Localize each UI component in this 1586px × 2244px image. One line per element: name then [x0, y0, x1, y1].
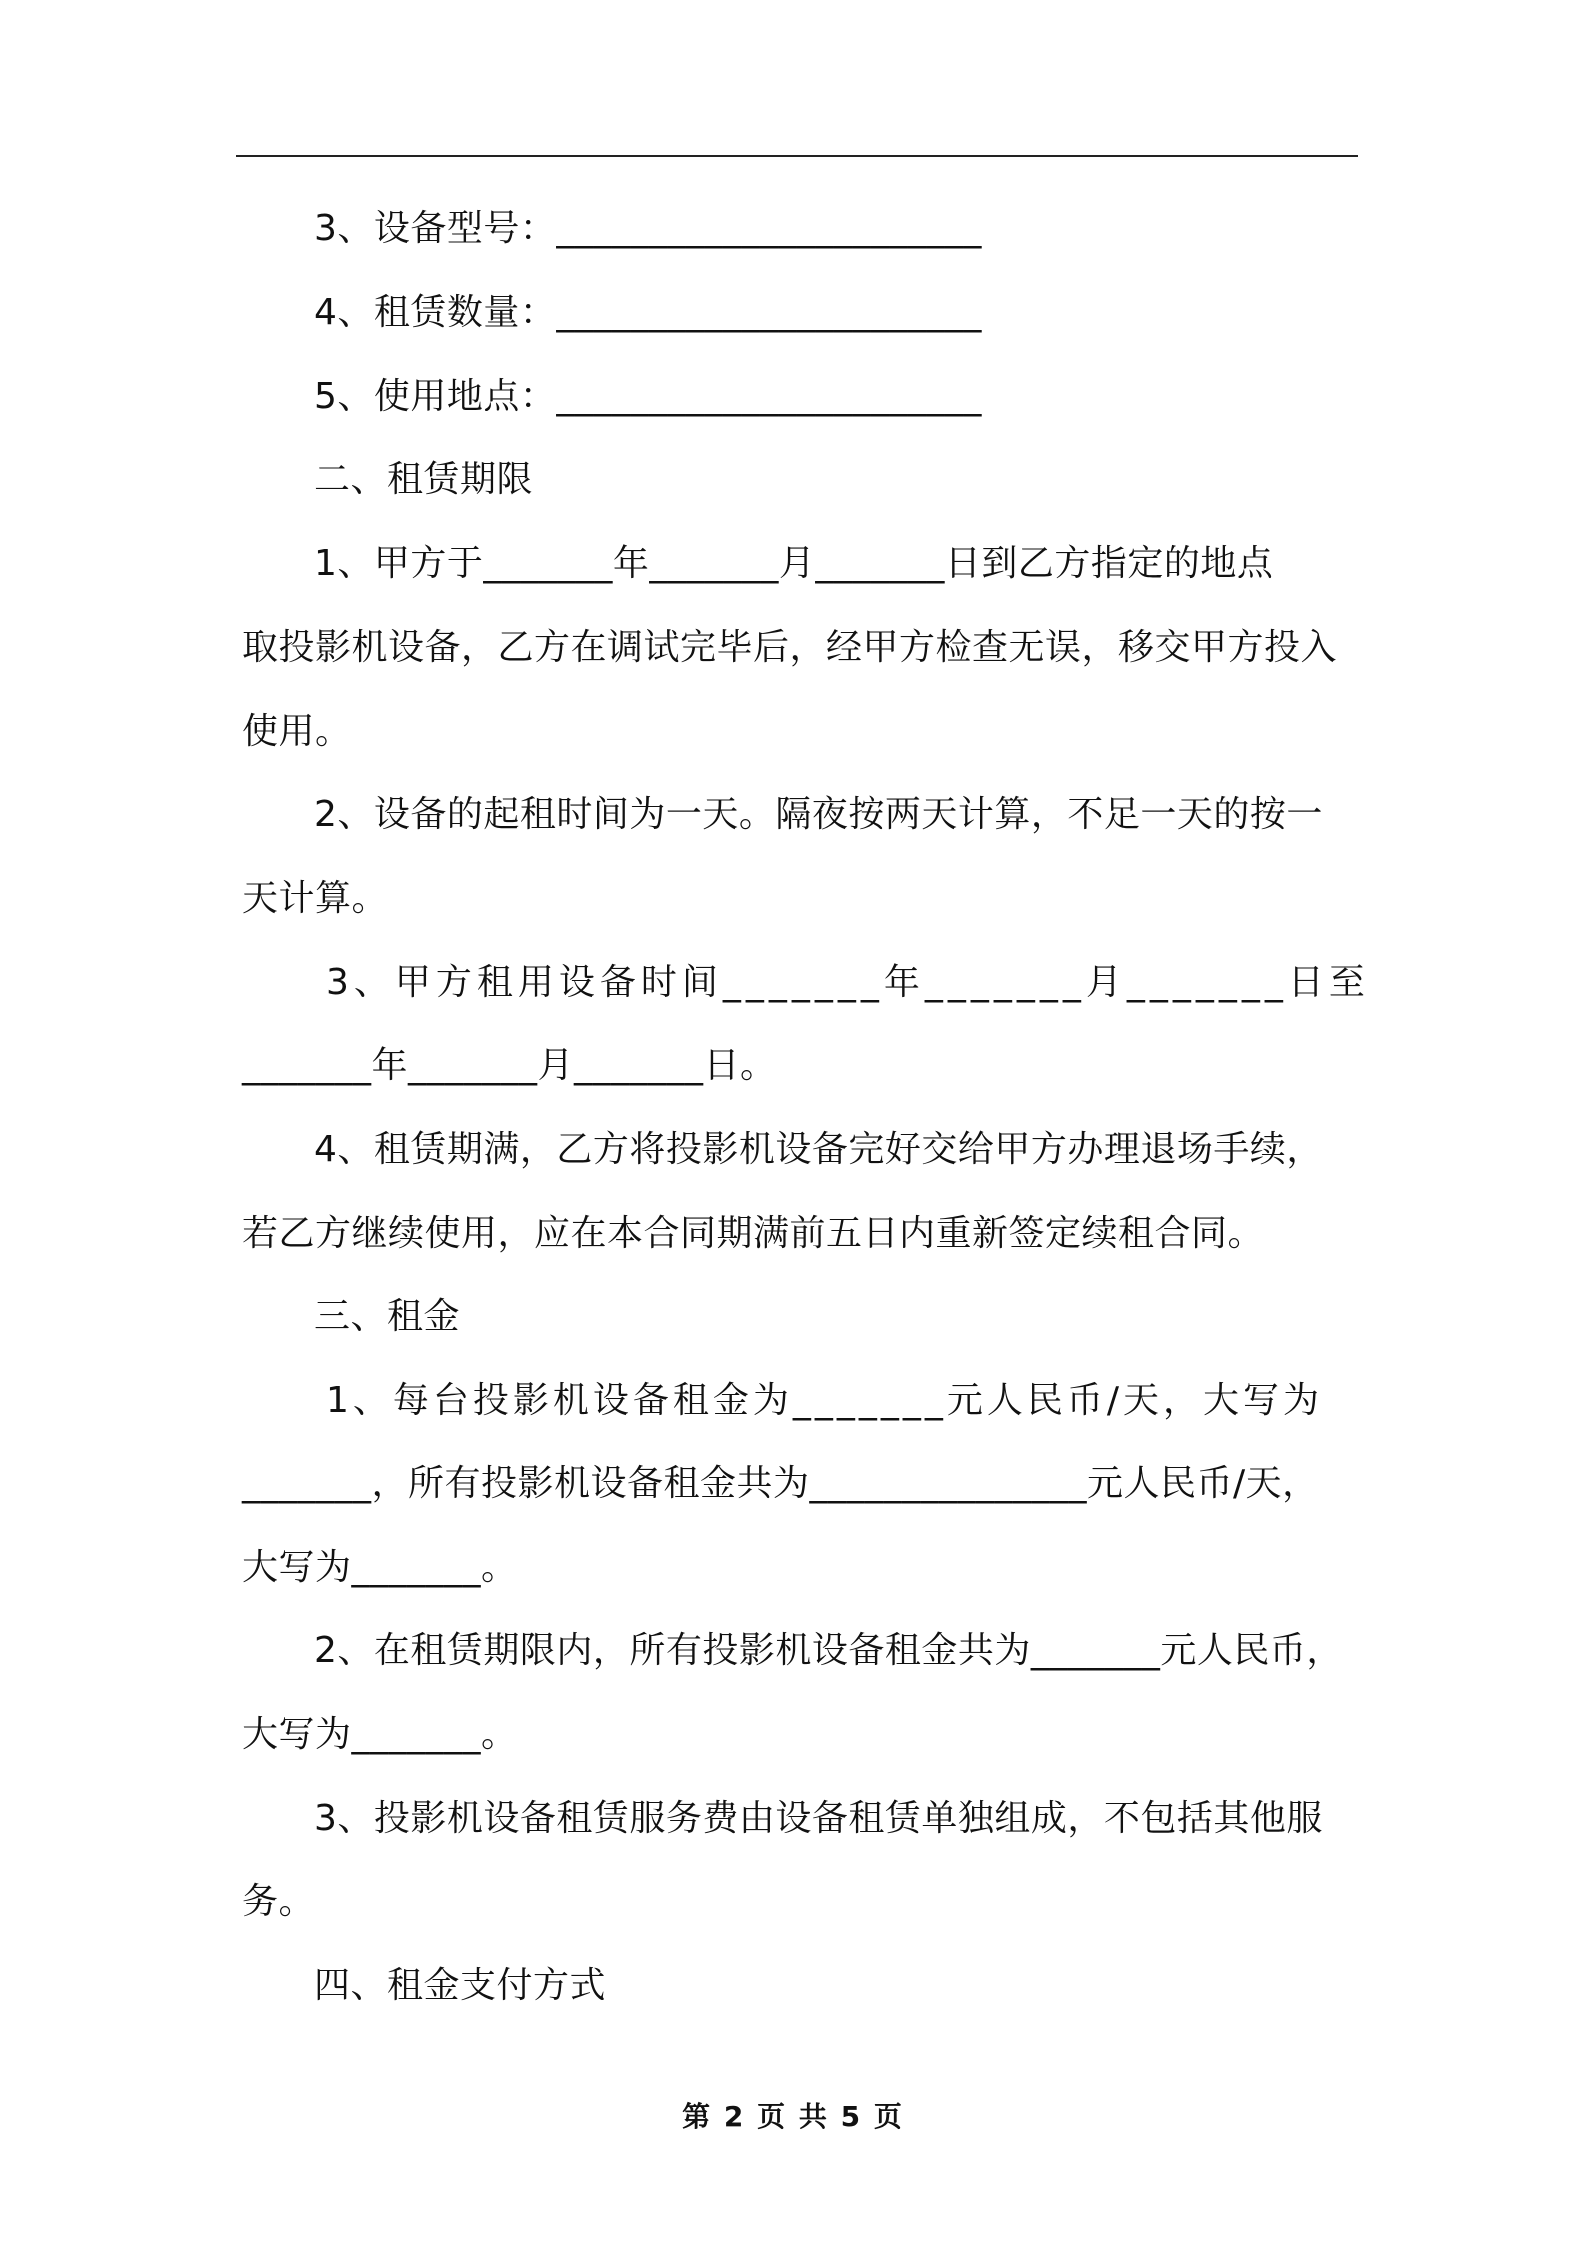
rent-clause-2-line-1: 2、在租赁期限内，所有投影机设备租金共为_______元人民币，: [314, 1630, 1343, 1671]
rent-clause-1-line-1: 1、每台投影机设备租金为_______元人民币/天，大写为: [326, 1380, 1324, 1421]
rent-clause-3-line-1: 3、投影机设备租赁服务费由设备租赁单独组成，不包括其他服: [314, 1798, 1323, 1839]
term-clause-1-line-2: 取投影机设备，乙方在调试完毕后，经甲方检查无误，移交甲方投入: [242, 627, 1338, 668]
page-number-footer: 第 2 页 共 5 页: [682, 2100, 904, 2133]
term-clause-2-line-2: 天计算。: [242, 878, 389, 919]
rent-clause-3-line-2: 务。: [242, 1881, 316, 1922]
term-clause-2-line-1: 2、设备的起租时间为一天。隔夜按两天计算，不足一天的按一: [314, 794, 1323, 835]
rent-clause-1-line-2: _______，所有投影机设备租金共为_______________元人民币/天，: [242, 1463, 1319, 1504]
rent-clause-1-line-3: 大写为_______。: [242, 1547, 518, 1588]
term-clause-3-line-1: 3、甲方租用设备时间_______年_______月_______日至: [326, 962, 1370, 1003]
section-heading-rent: 三、租金: [314, 1296, 461, 1337]
section-heading-payment-method: 四、租金支付方式: [314, 1965, 607, 2006]
clause-equipment-model: 3、设备型号：_______________________: [314, 208, 982, 249]
term-clause-1-line-1: 1、甲方于_______年_______月_______日到乙方指定的地点: [314, 543, 1274, 584]
term-clause-4-line-1: 4、租赁期满，乙方将投影机设备完好交给甲方办理退场手续，: [314, 1129, 1323, 1170]
term-clause-4-line-2: 若乙方继续使用，应在本合同期满前五日内重新签定续租合同。: [242, 1213, 1265, 1254]
term-clause-3-line-2: _______年_______月_______日。: [242, 1045, 777, 1086]
clause-rental-quantity: 4、租赁数量：_______________________: [314, 292, 982, 333]
rent-clause-2-line-2: 大写为_______。: [242, 1714, 518, 1755]
clause-usage-location: 5、使用地点：_______________________: [314, 376, 982, 417]
term-clause-1-line-3: 使用。: [242, 711, 352, 752]
header-rule: [236, 155, 1358, 157]
section-heading-lease-term: 二、租赁期限: [314, 459, 534, 500]
